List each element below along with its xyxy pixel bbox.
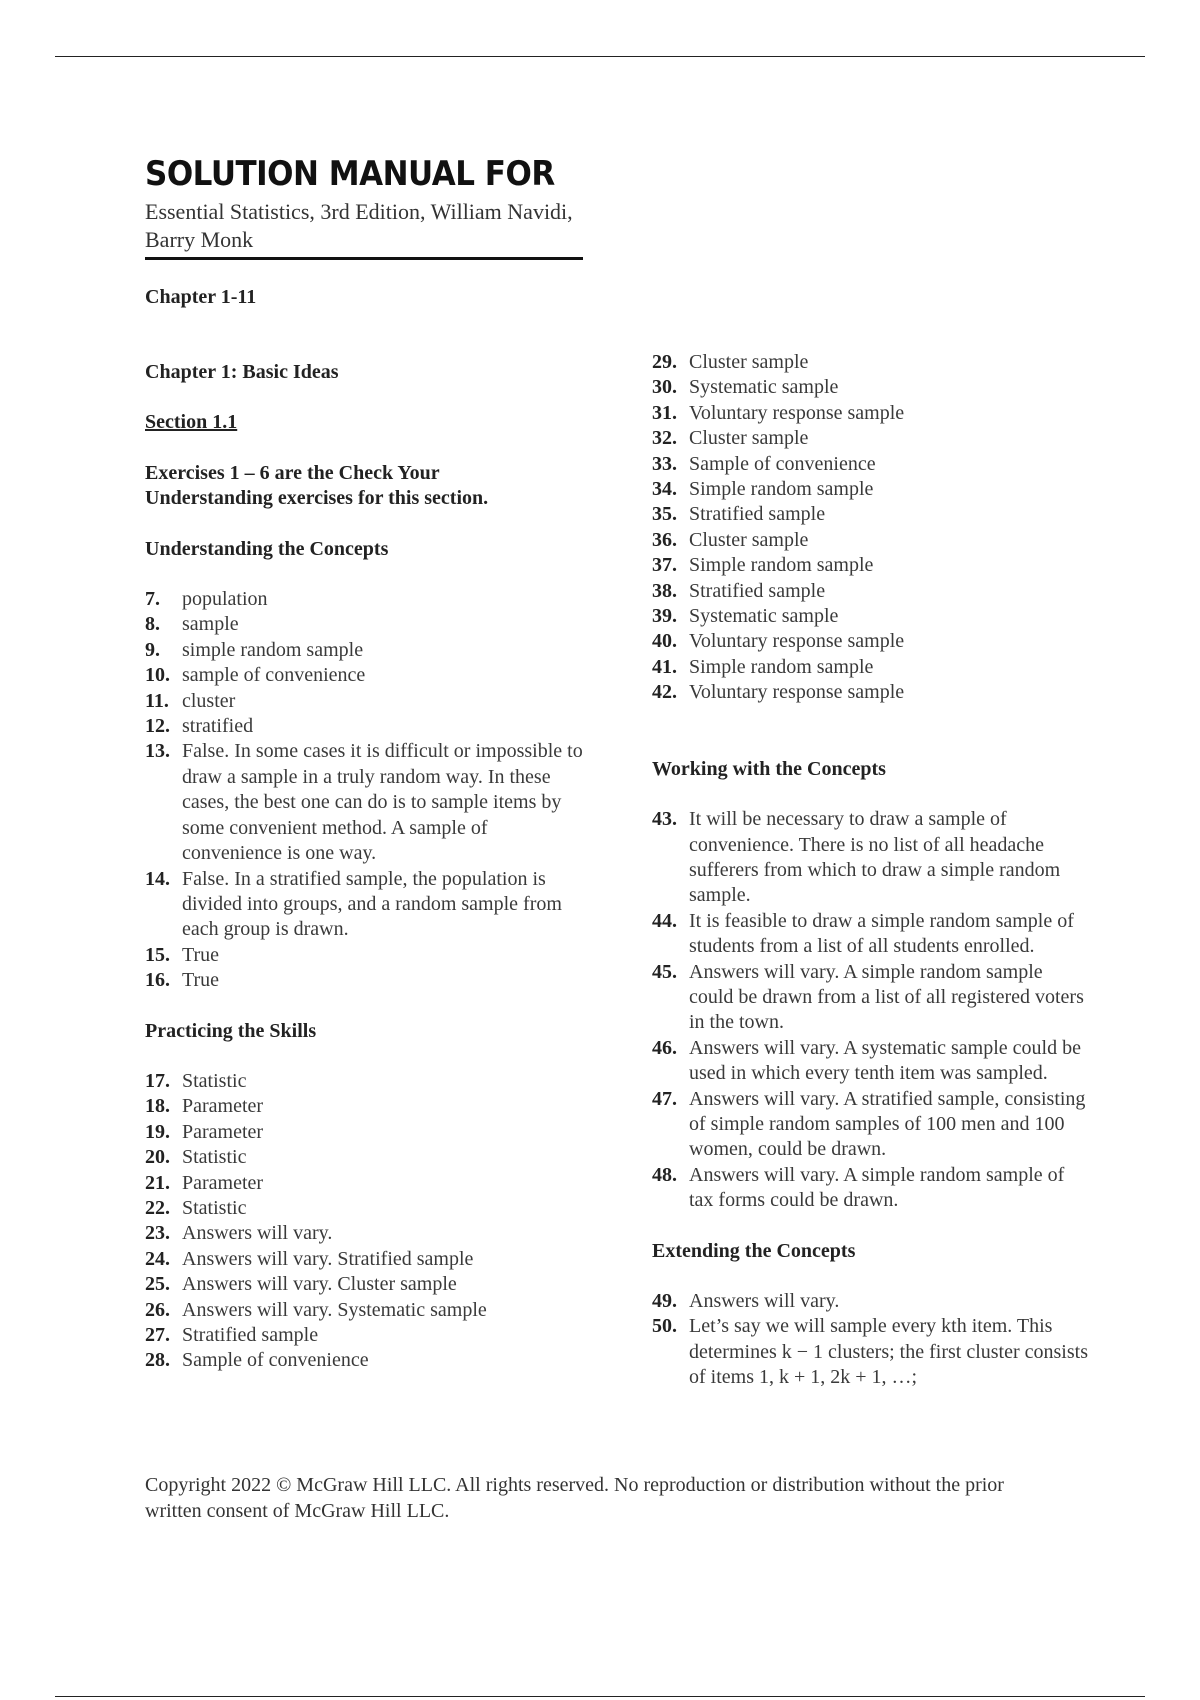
answer-number: 12. [145, 715, 170, 738]
answer-number: 15. [145, 943, 170, 966]
answer-text: Parameter [182, 1095, 264, 1118]
top-rule [55, 56, 1145, 57]
answer-item [652, 452, 1092, 477]
answer-text: Answers will vary. [182, 1222, 333, 1245]
answer-item [652, 502, 1092, 527]
answer-item [652, 604, 1092, 629]
left-column [145, 360, 585, 1374]
answer-item [652, 579, 1092, 604]
answer-item [652, 1087, 1092, 1163]
answer-item [652, 553, 1092, 578]
answer-number: 41. [652, 655, 677, 678]
answer-text: Cluster sample [689, 351, 809, 373]
answer-text: It is feasible to draw a simple random sample of students from a list of all students enrolled. [689, 909, 1074, 958]
answer-item [652, 375, 1092, 400]
answer-item [652, 629, 1092, 654]
answer-number: 20. [145, 1146, 170, 1169]
answer-number: 27. [145, 1324, 170, 1346]
answer-number: 36. [652, 528, 677, 551]
answer-text: Voluntary response sample [689, 401, 905, 424]
continued-answer-list [652, 350, 1092, 706]
answer-text: Answers will vary. Systematic sample [182, 1298, 487, 1321]
answer-text: Answers will vary. A simple random sample of tax forms could be drawn. [689, 1163, 1065, 1212]
answer-item [145, 1069, 585, 1094]
answer-item [145, 1120, 585, 1145]
answer-number: 42. [652, 681, 677, 704]
answer-text: sample of convenience [182, 664, 366, 687]
answer-text: Cluster sample [689, 528, 809, 551]
answer-text: Answers will vary. A stratified sample, consisting of simple random samples of 100 men and 100 women, could be drawn. [689, 1087, 1086, 1161]
answer-number: 24. [145, 1247, 170, 1270]
answer-number: 47. [652, 1087, 677, 1110]
answer-number: 22. [145, 1196, 170, 1219]
answer-text: True [182, 969, 220, 992]
answer-item [652, 477, 1092, 502]
answer-item [145, 739, 585, 866]
answer-text: sample [182, 613, 239, 636]
answer-text: population [182, 588, 268, 611]
answer-text: Answers will vary. Cluster sample [182, 1273, 457, 1296]
answer-text: Stratified sample [689, 579, 826, 602]
answer-number: 16. [145, 969, 170, 992]
answer-text: Answers will vary. Stratified sample [182, 1247, 474, 1270]
answer-number: 9. [145, 638, 160, 661]
answer-text: Answers will vary. [689, 1290, 840, 1312]
title-underline [145, 257, 583, 260]
answer-text: Sample of convenience [689, 452, 876, 475]
answer-item [145, 1348, 585, 1373]
answer-number: 34. [652, 478, 677, 501]
answer-item [145, 689, 585, 714]
answer-item [145, 638, 585, 663]
answer-item [652, 426, 1092, 451]
answer-text: Cluster sample [689, 427, 809, 450]
book-title: Essential Statistics, 3rd Edition, William Navidi, Barry Monk [145, 199, 573, 252]
answer-item [145, 1323, 585, 1348]
answer-text: Let’s say we will sample every kth item. This determines k − 1 clusters; the first cluster consists of items 1, k + 1, 2k + 1, …; [689, 1315, 1088, 1389]
answer-text: Systematic sample [689, 376, 839, 399]
bottom-rule [55, 1696, 1145, 1697]
answer-number: 33. [652, 452, 677, 475]
answer-number: 8. [145, 613, 160, 636]
working-heading: Working with the Concepts [652, 757, 886, 780]
answer-number: 10. [145, 664, 170, 687]
answer-number: 37. [652, 554, 677, 577]
answer-text: Stratified sample [182, 1324, 319, 1346]
answer-text: Answers will vary. A simple random sample could be drawn from a list of all registered voters in the town. [689, 960, 1084, 1034]
answer-number: 28. [145, 1349, 170, 1372]
answer-number: 45. [652, 960, 677, 983]
answer-item [652, 1036, 1092, 1087]
extending-answer-list [652, 1289, 1092, 1391]
answer-text: Statistic [182, 1146, 247, 1169]
answer-text: Simple random sample [689, 478, 874, 501]
answer-item [652, 680, 1092, 705]
answer-item [145, 1145, 585, 1170]
answer-text: Parameter [182, 1171, 264, 1194]
answer-item [145, 612, 585, 637]
answer-text: It will be necessary to draw a sample of convenience. There is no list of all headache sufferers from which to draw a simple random sample. [689, 808, 1061, 907]
answer-item [652, 401, 1092, 426]
answer-text: True [182, 943, 220, 966]
manual-title: SOLUTION MANUAL FOR [145, 155, 555, 194]
answer-text: Simple random sample [689, 655, 874, 678]
answer-number: 39. [652, 605, 677, 628]
answer-number: 13. [145, 740, 170, 763]
answer-text: Statistic [182, 1196, 247, 1219]
answer-number: 25. [145, 1273, 170, 1296]
answer-item [145, 1094, 585, 1119]
answer-text: cluster [182, 689, 236, 712]
answer-number: 18. [145, 1095, 170, 1118]
answer-item [652, 807, 1092, 909]
answer-item [652, 1289, 1092, 1314]
answer-text: simple random sample [182, 638, 364, 661]
answer-text: Voluntary response sample [689, 681, 905, 704]
answer-item [145, 1272, 585, 1297]
answer-number: 31. [652, 401, 677, 424]
answer-number: 23. [145, 1222, 170, 1245]
answer-text: Parameter [182, 1120, 264, 1143]
answer-item [145, 1247, 585, 1272]
answer-number: 19. [145, 1120, 170, 1143]
answer-item [145, 867, 585, 943]
answer-number: 26. [145, 1298, 170, 1321]
practicing-answer-list [145, 1069, 585, 1374]
right-column [652, 350, 1092, 1391]
answer-number: 38. [652, 579, 677, 602]
answer-number: 35. [652, 503, 677, 526]
section-heading: Section 1.1 [145, 411, 238, 434]
answer-item [145, 1298, 585, 1323]
answer-text: Answers will vary. A systematic sample could be used in which every tenth item was sampled. [689, 1036, 1081, 1085]
answer-number: 17. [145, 1069, 170, 1092]
answer-number: 30. [652, 376, 677, 399]
answer-text: Sample of convenience [182, 1349, 369, 1372]
answer-item [145, 1196, 585, 1221]
practicing-heading: Practicing the Skills [145, 1019, 317, 1042]
answer-item [652, 528, 1092, 553]
answer-item [652, 655, 1092, 680]
extending-heading: Extending the Concepts [652, 1239, 856, 1262]
answer-number: 49. [652, 1290, 677, 1312]
answer-number: 7. [145, 588, 160, 611]
answer-number: 40. [652, 630, 677, 653]
answer-item [145, 663, 585, 688]
answer-text: Voluntary response sample [689, 630, 905, 653]
chapter-heading: Chapter 1: Basic Ideas [145, 361, 339, 383]
answer-item [145, 714, 585, 739]
answer-item [652, 909, 1092, 960]
answer-number: 43. [652, 808, 677, 831]
answer-number: 21. [145, 1171, 170, 1194]
exercises-note: Exercises 1 – 6 are the Check Your Understanding exercises for this section. [145, 461, 489, 510]
answer-item [652, 350, 1092, 375]
answer-number: 46. [652, 1036, 677, 1059]
answer-item [145, 943, 585, 968]
chapter-range: Chapter 1-11 [145, 286, 257, 308]
answer-item [652, 1163, 1092, 1214]
answer-number: 48. [652, 1163, 677, 1186]
answer-number: 44. [652, 909, 677, 932]
answer-item [145, 1171, 585, 1196]
answer-text: Stratified sample [689, 503, 826, 526]
understanding-answer-list [145, 587, 585, 994]
answer-text: Systematic sample [689, 605, 839, 628]
copyright-notice: Copyright 2022 © McGraw Hill LLC. All rights reserved. No reproduction or distribution without the prior written consent of McGraw Hill LLC. [145, 1474, 1004, 1522]
answer-item [652, 960, 1092, 1036]
understanding-heading: Understanding the Concepts [145, 537, 389, 560]
answer-item [145, 968, 585, 993]
answer-text: False. In a stratified sample, the population is divided into groups, and a random sample from each group is drawn. [182, 867, 562, 941]
answer-item [145, 587, 585, 612]
answer-number: 32. [652, 427, 677, 450]
answer-number: 11. [145, 689, 169, 712]
answer-text: Simple random sample [689, 554, 874, 577]
answer-item [652, 1314, 1092, 1390]
answer-text: stratified [182, 715, 254, 738]
answer-text: Statistic [182, 1069, 247, 1092]
answer-item [145, 1221, 585, 1246]
answer-text: False. In some cases it is difficult or impossible to draw a sample in a truly random way. In these cases, the best one can do is to sample items by some convenient method. A sample of convenience is one way. [182, 740, 583, 865]
working-answer-list [652, 807, 1092, 1214]
answer-number: 14. [145, 867, 170, 890]
answer-number: 29. [652, 351, 677, 373]
answer-number: 50. [652, 1315, 677, 1338]
